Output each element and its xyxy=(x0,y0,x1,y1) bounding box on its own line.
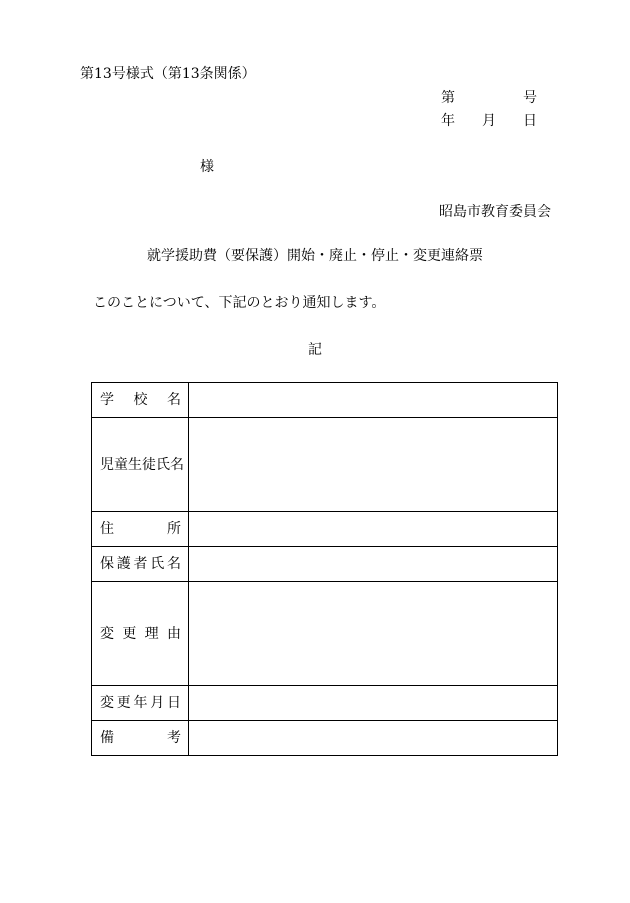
label-char: 考 xyxy=(167,730,181,746)
label-char: 変 xyxy=(100,695,114,711)
intro-text: このことについて、下記のとおり通知します。 xyxy=(93,295,386,311)
issuer-name: 昭島市教育委員会 xyxy=(439,204,551,220)
label-change-date xyxy=(92,686,189,721)
label-char: 徒 xyxy=(142,456,156,473)
label-remarks xyxy=(92,721,189,756)
row-change-reason xyxy=(92,582,558,686)
label-char: 備 xyxy=(100,730,114,746)
row-school-name xyxy=(92,383,558,418)
label-char: 所 xyxy=(167,521,181,537)
number-prefix: 第 xyxy=(441,90,455,106)
ki-heading: 記 xyxy=(308,342,322,358)
label-char: 名 xyxy=(170,456,184,473)
label-change-reason xyxy=(92,582,189,686)
label-guardian-name xyxy=(92,547,189,582)
date-day: 日 xyxy=(523,113,537,129)
label-char: 日 xyxy=(167,695,181,711)
row-change-date xyxy=(92,686,558,721)
label-char: 児 xyxy=(100,456,114,473)
label-char: 者 xyxy=(133,556,148,572)
row-guardian-name xyxy=(92,547,558,582)
number-suffix: 号 xyxy=(523,90,537,106)
label-char: 名 xyxy=(167,556,181,572)
value-school-name[interactable] xyxy=(189,383,558,418)
date-month: 月 xyxy=(482,113,496,129)
label-char: 氏 xyxy=(156,456,170,473)
row-address xyxy=(92,512,558,547)
date-line xyxy=(441,114,537,128)
label-char: 更 xyxy=(116,695,131,711)
label-address xyxy=(92,512,189,547)
label-char: 年 xyxy=(133,695,148,711)
document-title: 就学援助費（要保護）開始・廃止・停止・変更連絡票 xyxy=(147,248,483,264)
value-remarks[interactable] xyxy=(189,721,558,756)
label-school-name xyxy=(92,383,189,418)
label-char: 月 xyxy=(150,695,165,711)
label-char: 保 xyxy=(100,556,114,572)
addressee-honorific: 様 xyxy=(200,159,214,175)
date-year: 年 xyxy=(441,113,455,129)
document-number-line xyxy=(441,91,537,105)
row-student-name xyxy=(92,418,558,512)
record-table xyxy=(91,382,558,756)
value-address[interactable] xyxy=(189,512,558,547)
label-char: 生 xyxy=(128,456,142,473)
label-char: 護 xyxy=(116,556,131,572)
value-guardian-name[interactable] xyxy=(189,547,558,582)
label-char: 更 xyxy=(122,625,137,642)
label-char: 童 xyxy=(114,456,128,473)
value-change-reason[interactable] xyxy=(189,582,558,686)
label-char: 氏 xyxy=(150,556,165,572)
row-remarks xyxy=(92,721,558,756)
label-char: 住 xyxy=(100,521,114,537)
label-char: 変 xyxy=(100,625,114,642)
form-number: 第13号様式（第13条関係） xyxy=(80,66,256,82)
label-student-name xyxy=(92,418,189,512)
label-char: 理 xyxy=(144,625,159,642)
label-char: 校 xyxy=(133,392,148,408)
value-student-name[interactable] xyxy=(189,418,558,512)
label-char: 名 xyxy=(167,392,181,408)
label-char: 由 xyxy=(166,625,181,642)
label-char: 学 xyxy=(100,392,114,408)
value-change-date[interactable] xyxy=(189,686,558,721)
